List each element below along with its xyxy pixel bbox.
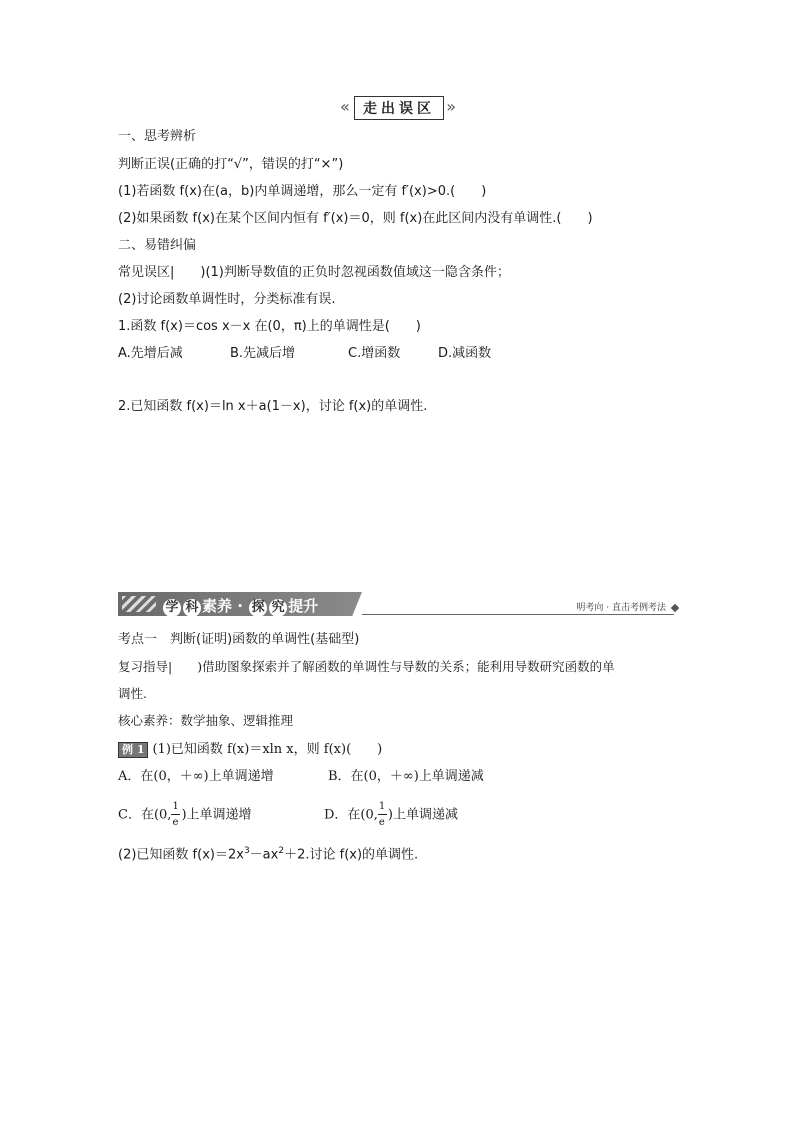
option-d: D.减函数 <box>438 346 492 361</box>
banner-char-tan: 探 <box>249 599 267 617</box>
ex2-exponent-3: 3 <box>243 846 250 856</box>
core-literacy: 核心素养：数学抽象、逻辑推理 <box>118 713 294 728</box>
section1-heading: 一、思考辨析 <box>118 129 197 144</box>
instruction-text: 判断正误(正确的打“√”，错误的打“×”) <box>118 157 344 172</box>
example-badge: 例 1 <box>118 742 148 758</box>
section-banner-zouchuwuqu <box>340 96 456 120</box>
review-guide-line-1: 复习指导| )借助图象探索并了解函数的单调性与导数的关系；能利用导数研究函数的单 <box>118 659 615 674</box>
example-1-stem: (1)已知函数 f(x)＝xln x，则 f(x)( ) <box>152 742 383 757</box>
option-b: B.先减后增 <box>230 346 296 361</box>
fraction-numerator: 1 <box>378 801 386 812</box>
banner-title <box>162 595 318 617</box>
banner-stripe-decoration <box>122 596 156 612</box>
example-option-d <box>324 801 458 828</box>
ex2-middle: －ax <box>249 847 279 863</box>
example-option-a: A．在(0，＋∞)上单调递增 <box>118 769 274 784</box>
banner-char-jiu: 究 <box>269 599 287 617</box>
chevron-left-icon: « <box>340 97 350 116</box>
misconception-note-2: (2)讨论函数单调性时，分类标准有误. <box>118 292 336 307</box>
section2-heading: 二、易错纠偏 <box>118 238 197 253</box>
ex2-exponent-2: 2 <box>278 846 285 856</box>
banner-text-suyang: 素养 <box>202 597 233 615</box>
option-c: C.增函数 <box>348 346 401 361</box>
option-d-suffix: )上单调递减 <box>387 807 458 823</box>
option-c-prefix: C．在(0, <box>118 807 172 823</box>
ex2-suffix: ＋2.讨论 f(x)的单调性. <box>284 847 419 863</box>
fraction-one-over-e <box>171 801 181 828</box>
example-1-part-2 <box>118 842 418 864</box>
banner-char-ke: 科 <box>183 599 201 617</box>
banner-char-xue: 学 <box>163 599 181 617</box>
question-1-2: (2)如果函数 f(x)在某个区间内恒有 f′(x)＝0，则 f(x)在此区间内没有单调性.( ) <box>118 211 593 226</box>
fraction-one-over-e <box>378 801 388 828</box>
misconception-note-1: 常见误区| )(1)判断导数值的正负时忽视函数值域这一隐含条件； <box>118 265 510 280</box>
chevron-right-icon: » <box>446 97 456 116</box>
option-a: A.先增后减 <box>118 346 183 361</box>
review-guide-line-2: 调性. <box>118 686 147 701</box>
question-1-1: (1)若函数 f(x)在(a，b)内单调递增，那么一定有 f′(x)>0.( ) <box>118 184 487 199</box>
example-1-question <box>118 741 382 759</box>
banner-title: 走出误区 <box>354 96 444 120</box>
banner-rule <box>362 614 674 615</box>
question-2-2: 2.已知函数 f(x)＝ln x＋a(1－x)，讨论 f(x)的单调性. <box>118 399 428 414</box>
banner-text-tisheng: 提升 <box>288 597 319 615</box>
kaodian-title: 考点一 判断(证明)函数的单调性(基础型) <box>118 632 360 647</box>
example-option-c <box>118 801 252 828</box>
question-2-1: 1.函数 f(x)＝cos x－x 在(0，π)上的单调性是( ) <box>118 319 421 334</box>
banner-tagline: 明考向 · 直击考例考法 <box>576 603 666 613</box>
fraction-denominator: e <box>172 817 179 828</box>
example-option-b: B．在(0，＋∞)上单调递减 <box>328 769 484 784</box>
option-c-suffix: )上单调递增 <box>181 807 252 823</box>
ex2-prefix: (2)已知函数 f(x)＝2x <box>118 847 244 863</box>
section-banner-xuekesuyang <box>118 592 680 618</box>
fraction-numerator: 1 <box>172 801 179 812</box>
diamond-icon <box>671 604 679 612</box>
fraction-denominator: e <box>378 817 385 828</box>
option-d-prefix: D．在(0, <box>324 807 378 823</box>
banner-dot: · <box>237 597 243 615</box>
